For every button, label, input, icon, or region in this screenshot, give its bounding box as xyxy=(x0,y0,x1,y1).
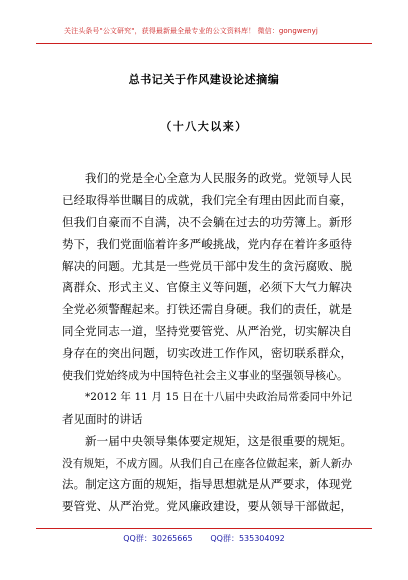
body-line: 身存在的突出问题，切实改进工作作风，密切联系群众， xyxy=(62,346,352,361)
body-line: 解决的问题。尤其是一些党员干部中发生的贪污腐败、脱 xyxy=(62,258,352,273)
document-body xyxy=(62,168,352,518)
body-line: 全党必须警醒起来。打铁还需自身硬。我们的责任，就是 xyxy=(62,302,352,317)
footer-divider xyxy=(36,528,372,529)
speech-source-note: 者见面时的讲话 xyxy=(62,411,143,426)
body-line: 但我们自豪而不自满，决不会躺在过去的功劳簿上。新形 xyxy=(62,214,352,229)
header-promo-note: 关注头条号"公文研究"，获得最新最全最专业的公文资料库！ 微信：gongwenyj xyxy=(64,27,318,35)
header-divider xyxy=(36,43,372,44)
document-title: 总书记关于作风建设论述摘编 xyxy=(128,73,280,86)
body-line: 新一届中央领导集体要定规矩，这是很重要的规矩。 xyxy=(85,433,352,448)
document-subtitle: （十八大以来） xyxy=(160,120,248,133)
body-line: 使我们党始终成为中国特色社会主义事业的坚强领导核心。 xyxy=(62,369,348,383)
body-line: 法。制定这方面的规矩，指导思想就是从严要求，体现党 xyxy=(62,477,352,492)
speech-source-note: *2012 年 11 月 15 日在十八届中央政治局常委同中外记 xyxy=(85,390,352,403)
footer-qq-groups: QQ群：30265665 QQ群：535304092 xyxy=(123,534,285,543)
body-line: 同全党同志一道，坚持党要管党、从严治党，切实解决自 xyxy=(62,324,352,339)
body-line: 我们的党是全心全意为人民服务的政党。党领导人民 xyxy=(85,171,352,185)
body-line: 要管党、从严治党。党风廉政建设，要从领导干部做起， xyxy=(62,499,352,514)
body-line: 离群众、形式主义、官僚主义等问题，必须下大气力解决 xyxy=(62,280,352,295)
body-line: 势下，我们党面临着许多严峻挑战，党内存在着许多亟待 xyxy=(62,236,352,251)
body-line: 没有规矩，不成方圆。从我们自己在座各位做起来，新人新办 xyxy=(62,456,353,470)
body-line: 已经取得举世瞩目的成就，我们完全有理由因此而自豪， xyxy=(62,192,352,207)
